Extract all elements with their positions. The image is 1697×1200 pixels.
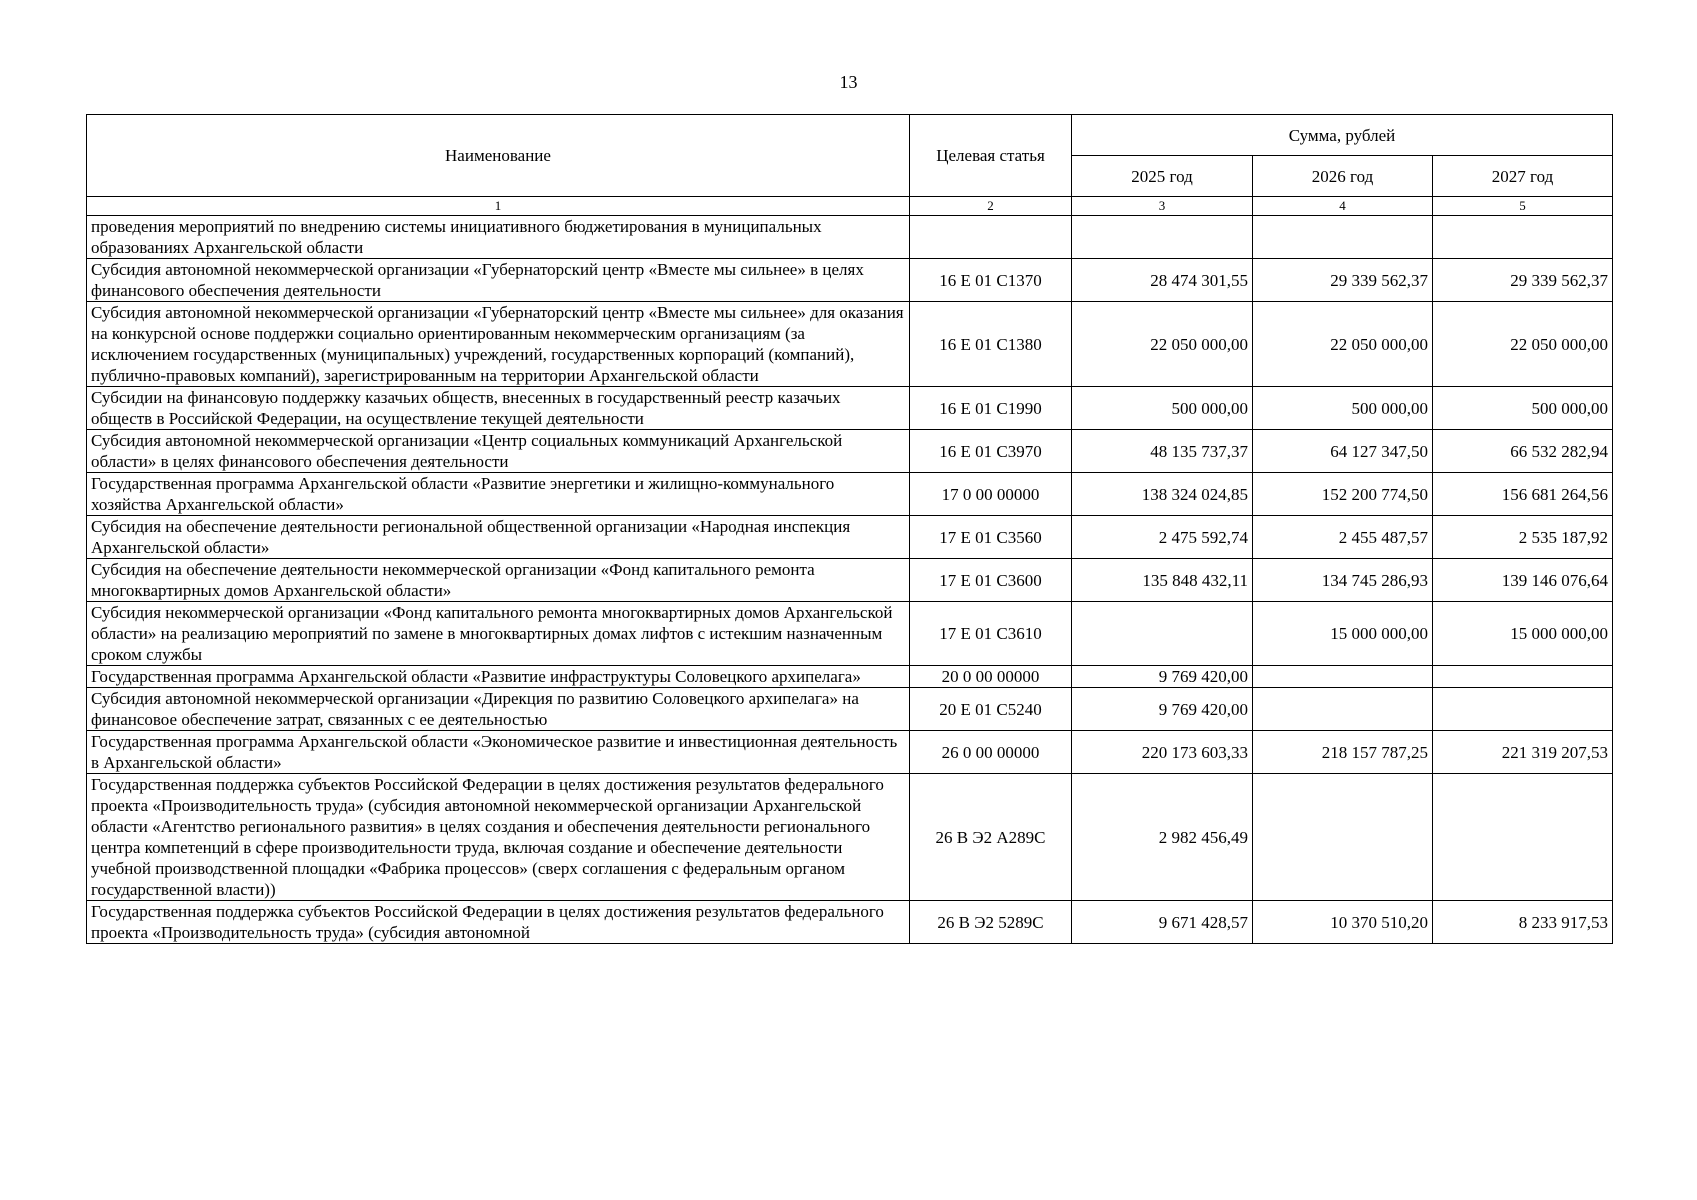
row-amount-2026: 22 050 000,00 <box>1253 302 1433 387</box>
row-amount-2025 <box>1072 216 1253 259</box>
column-number: 5 <box>1433 197 1613 216</box>
table-row <box>87 559 1613 602</box>
row-code: 20 Е 01 С5240 <box>910 688 1072 731</box>
page-number: 13 <box>839 72 858 92</box>
row-amount-2025: 220 173 603,33 <box>1072 731 1253 774</box>
row-amount-2025: 28 474 301,55 <box>1072 259 1253 302</box>
row-name: Субсидия на обеспечение деятельности некоммерческой организации «Фонд капитального ремонта многоквартирных домов Архангельской области» <box>87 559 910 602</box>
row-name: Государственная программа Архангельской области «Развитие энергетики и жилищно-коммунального хозяйства Архангельской области» <box>87 473 910 516</box>
row-code: 16 Е 01 С3970 <box>910 430 1072 473</box>
row-amount-2025: 9 671 428,57 <box>1072 901 1253 944</box>
row-code <box>910 216 1072 259</box>
table-row <box>87 731 1613 774</box>
row-amount-2025: 9 769 420,00 <box>1072 688 1253 731</box>
row-amount-2026: 15 000 000,00 <box>1253 602 1433 666</box>
row-amount-2027 <box>1433 774 1613 901</box>
row-amount-2027: 500 000,00 <box>1433 387 1613 430</box>
table-row <box>87 302 1613 387</box>
header-2026: 2026 год <box>1253 156 1433 197</box>
row-name: Государственная программа Архангельской области «Экономическое развитие и инвестиционная деятельность в Архангельской области» <box>87 731 910 774</box>
row-amount-2027: 139 146 076,64 <box>1433 559 1613 602</box>
row-amount-2025: 22 050 000,00 <box>1072 302 1253 387</box>
row-amount-2027: 15 000 000,00 <box>1433 602 1613 666</box>
row-amount-2027 <box>1433 666 1613 688</box>
row-name: Субсидии на финансовую поддержку казачьих обществ, внесенных в государственный реестр казачьих обществ в Российской Федерации, на осуществление текущей деятельности <box>87 387 910 430</box>
row-name: Субсидия некоммерческой организации «Фонд капитального ремонта многоквартирных домов Архангельской области» на реализацию мероприятий по замене в многоквартирных домах лифтов с истекшим назначенным сроком службы <box>87 602 910 666</box>
table-row <box>87 430 1613 473</box>
row-code: 17 Е 01 С3560 <box>910 516 1072 559</box>
row-code: 17 Е 01 С3610 <box>910 602 1072 666</box>
row-amount-2025: 138 324 024,85 <box>1072 473 1253 516</box>
row-amount-2027: 22 050 000,00 <box>1433 302 1613 387</box>
row-amount-2026: 218 157 787,25 <box>1253 731 1433 774</box>
column-number: 4 <box>1253 197 1433 216</box>
header-2025: 2025 год <box>1072 156 1253 197</box>
row-amount-2025: 2 475 592,74 <box>1072 516 1253 559</box>
table-row <box>87 259 1613 302</box>
table-row <box>87 387 1613 430</box>
row-name: Субсидия автономной некоммерческой организации «Губернаторский центр «Вместе мы сильнее» в целях финансового обеспечения деятельности <box>87 259 910 302</box>
row-amount-2025: 48 135 737,37 <box>1072 430 1253 473</box>
row-amount-2027: 66 532 282,94 <box>1433 430 1613 473</box>
row-amount-2025: 500 000,00 <box>1072 387 1253 430</box>
row-code: 16 Е 01 С1380 <box>910 302 1072 387</box>
table-row <box>87 473 1613 516</box>
table-row <box>87 688 1613 731</box>
row-code: 16 Е 01 С1370 <box>910 259 1072 302</box>
row-code: 17 Е 01 С3600 <box>910 559 1072 602</box>
row-amount-2026: 152 200 774,50 <box>1253 473 1433 516</box>
row-code: 26 В Э2 А289С <box>910 774 1072 901</box>
table-row <box>87 516 1613 559</box>
row-amount-2026: 134 745 286,93 <box>1253 559 1433 602</box>
row-code: 26 0 00 00000 <box>910 731 1072 774</box>
row-amount-2026 <box>1253 666 1433 688</box>
row-code: 20 0 00 00000 <box>910 666 1072 688</box>
row-name: Государственная поддержка субъектов Российской Федерации в целях достижения результатов федерального проекта «Производительность труда» (субсидия автономной некоммерческой организации Архангельской области «Агентство регионального развития» в целях создания и обеспечения деятельности регионального центра компетенций в сфере производительности труда, включая создание и обеспечение деятельности учебной производственной площадки «Фабрика процессов» (сверх соглашения с федеральным органом государственной власти)) <box>87 774 910 901</box>
row-code: 16 Е 01 С1990 <box>910 387 1072 430</box>
header-sum: Сумма, рублей <box>1072 115 1613 156</box>
row-name: Субсидия автономной некоммерческой организации «Губернаторский центр «Вместе мы сильнее» для оказания на конкурсной основе поддержки социально ориентированным некоммерческим организациям (за исключением государственных (муниципальных) учреждений, государственных корпораций (компаний), публично-правовых компаний), зарегистрированным на территории Архангельской области <box>87 302 910 387</box>
row-amount-2027: 29 339 562,37 <box>1433 259 1613 302</box>
row-amount-2026: 10 370 510,20 <box>1253 901 1433 944</box>
budget-table <box>86 114 1613 944</box>
column-number: 3 <box>1072 197 1253 216</box>
header-2027: 2027 год <box>1433 156 1613 197</box>
table-row <box>87 666 1613 688</box>
row-amount-2026: 2 455 487,57 <box>1253 516 1433 559</box>
table-row <box>87 602 1613 666</box>
row-name: Субсидия автономной некоммерческой организации «Дирекция по развитию Соловецкого архипелага» на финансовое обеспечение затрат, связанных с ее деятельностью <box>87 688 910 731</box>
row-amount-2027: 156 681 264,56 <box>1433 473 1613 516</box>
header-code: Целевая статья <box>910 115 1072 197</box>
row-code: 26 В Э2 5289С <box>910 901 1072 944</box>
row-name: Субсидия на обеспечение деятельности региональной общественной организации «Народная инспекция Архангельской области» <box>87 516 910 559</box>
row-amount-2025: 9 769 420,00 <box>1072 666 1253 688</box>
header-name: Наименование <box>87 115 910 197</box>
row-name: Государственная программа Архангельской области «Развитие инфраструктуры Соловецкого архипелага» <box>87 666 910 688</box>
column-number: 1 <box>87 197 910 216</box>
row-code: 17 0 00 00000 <box>910 473 1072 516</box>
row-amount-2026: 29 339 562,37 <box>1253 259 1433 302</box>
row-amount-2026: 500 000,00 <box>1253 387 1433 430</box>
row-amount-2027: 221 319 207,53 <box>1433 731 1613 774</box>
row-amount-2027 <box>1433 216 1613 259</box>
table-row <box>87 774 1613 901</box>
row-amount-2026 <box>1253 216 1433 259</box>
row-amount-2025: 135 848 432,11 <box>1072 559 1253 602</box>
row-amount-2025 <box>1072 602 1253 666</box>
row-amount-2027: 8 233 917,53 <box>1433 901 1613 944</box>
row-name: проведения мероприятий по внедрению системы инициативного бюджетирования в муниципальных образованиях Архангельской области <box>87 216 910 259</box>
row-amount-2027: 2 535 187,92 <box>1433 516 1613 559</box>
row-amount-2026: 64 127 347,50 <box>1253 430 1433 473</box>
row-amount-2026 <box>1253 774 1433 901</box>
table-row <box>87 216 1613 259</box>
column-number: 2 <box>910 197 1072 216</box>
row-amount-2025: 2 982 456,49 <box>1072 774 1253 901</box>
row-name: Субсидия автономной некоммерческой организации «Центр социальных коммуникаций Архангельской области» в целях финансового обеспечения деятельности <box>87 430 910 473</box>
row-amount-2026 <box>1253 688 1433 731</box>
row-name: Государственная поддержка субъектов Российской Федерации в целях достижения результатов федерального проекта «Производительность труда» (субсидия автономной <box>87 901 910 944</box>
row-amount-2027 <box>1433 688 1613 731</box>
table-row <box>87 901 1613 944</box>
